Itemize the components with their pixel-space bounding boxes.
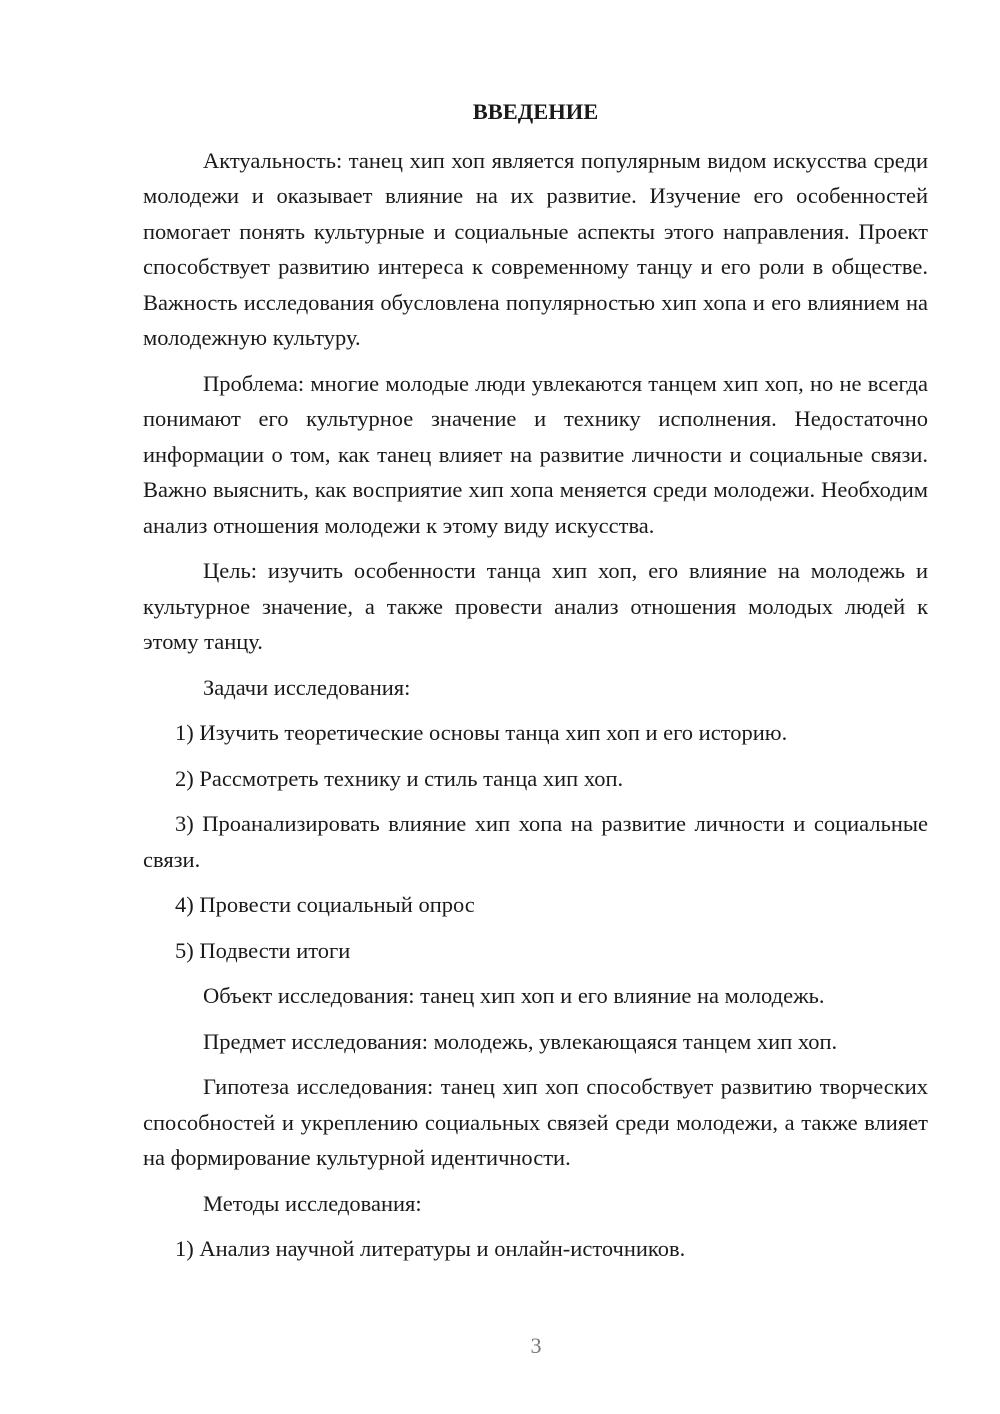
paragraph-problem: Проблема: многие молодые люди увлекаются танцем хип хоп, но не всегда понимают его культурное значение и технику исполнения. Недостаточно информации о том, как танец влияет на развитие личности и социальные связи. Важно выяснить, как восприятие хип хопа меняется среди молодежи. Необходим анализ отношения молодежи к этому виду искусства. [143,370,928,538]
list-item: 5) Подвести итоги [175,937,351,963]
list-item: 4) Провести социальный опрос [175,892,475,917]
section-heading: ВВЕДЕНИЕ [472,99,599,124]
list-item: 1) Изучить теоретические основы танца хип хоп и его историю. [175,720,788,745]
methods-heading: Методы исследования: [203,1190,422,1216]
page-number: 3 [530,1333,542,1358]
page-content [143,94,928,1277]
list-item: 3) Проанализировать влияние хип хопа на развитие личности и социальные связи. [143,811,928,872]
list-item: 2) Рассмотреть технику и стиль танца хип хоп. [175,765,624,791]
research-hypothesis: Гипотеза исследования: танец хип хоп способствует развитию творческих способностей и укреплению социальных связей среди молодежи, а также влияет на формирование культурной идентичности. [143,1074,928,1170]
paragraph-relevance: Актуальность: танец хип хоп является популярным видом искусства среди молодежи и оказывает влияние на их развитие. Изучение его особенностей помогает понять культурные и социальные аспекты этого направления. Проект способствует развитию интереса к современному танцу и его роли в обществе. Важность исследования обусловлена популярностью хип хопа и его влиянием на молодежную культуру. [143,147,928,350]
research-subject: Предмет исследования: молодежь, увлекающаяся танцем хип хоп. [203,1028,838,1054]
list-item: 1) Анализ научной литературы и онлайн-источников. [175,1236,686,1261]
research-object: Объект исследования: танец хип хоп и его влияние на молодежь. [203,983,825,1008]
paragraph-goal: Цель: изучить особенности танца хип хоп, его влияние на молодежь и культурное значение, а также провести анализ отношения молодых людей к этому танцу. [143,558,928,654]
tasks-heading: Задачи исследования: [203,674,411,700]
